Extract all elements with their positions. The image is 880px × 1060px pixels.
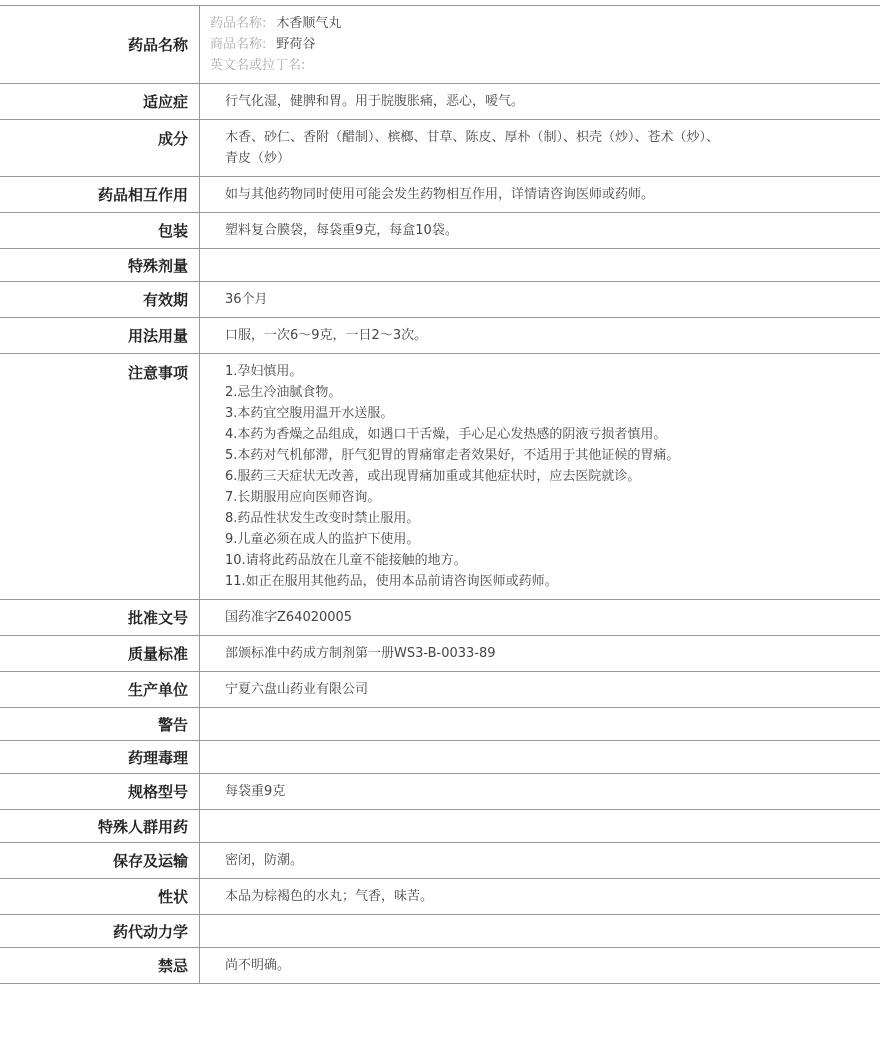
row-label: 性状 bbox=[0, 879, 200, 914]
row-label: 药品相互作用 bbox=[0, 177, 200, 212]
row-value bbox=[200, 249, 880, 281]
latin-name-line bbox=[210, 55, 880, 76]
row-interactions bbox=[0, 177, 880, 213]
row-value bbox=[200, 354, 880, 599]
row-dosage bbox=[0, 318, 880, 354]
row-value bbox=[200, 741, 880, 773]
row-quality-standard bbox=[0, 636, 880, 672]
trade-name-key: 商品名称: bbox=[210, 37, 267, 52]
row-manufacturer bbox=[0, 672, 880, 708]
precaution-item: 1.孕妇慎用。 bbox=[225, 364, 303, 379]
row-precautions bbox=[0, 354, 880, 600]
row-label: 生产单位 bbox=[0, 672, 200, 707]
precaution-item: 8.药品性状发生改变时禁止服用。 bbox=[225, 511, 420, 526]
latin-name-key: 英文名或拉丁名: bbox=[210, 58, 306, 73]
row-label: 药代动力学 bbox=[0, 915, 200, 947]
row-label: 成分 bbox=[0, 120, 200, 176]
row-label: 特殊人群用药 bbox=[0, 810, 200, 842]
row-value bbox=[200, 708, 880, 740]
row-value: 塑料复合膜袋，每袋重9克，每盒10袋。 bbox=[225, 223, 458, 238]
row-label: 适应症 bbox=[0, 84, 200, 119]
row-value: 口服，一次6～9克，一日2～3次。 bbox=[225, 328, 428, 343]
row-value: 本品为棕褐色的水丸；气香，味苦。 bbox=[225, 889, 434, 904]
row-specification bbox=[0, 774, 880, 810]
precaution-item: 4.本药为香燥之品组成，如遇口干舌燥，手心足心发热感的阴液亏损者慎用。 bbox=[225, 427, 667, 442]
row-value bbox=[200, 120, 880, 176]
row-value: 每袋重9克 bbox=[225, 784, 286, 799]
precaution-item: 10.请将此药品放在儿童不能接触的地方。 bbox=[225, 553, 467, 568]
row-label: 规格型号 bbox=[0, 774, 200, 809]
row-value: 行气化湿，健脾和胃。用于脘腹胀痛，恶心，嗳气。 bbox=[225, 94, 525, 109]
precaution-item: 9.儿童必须在成人的监护下使用。 bbox=[225, 532, 420, 547]
row-value: 密闭，防潮。 bbox=[225, 853, 304, 868]
row-packaging bbox=[0, 213, 880, 249]
row-value: 如与其他药物同时使用可能会发生药物相互作用，详情请咨询医师或药师。 bbox=[225, 187, 655, 202]
row-label: 有效期 bbox=[0, 282, 200, 317]
trade-name-value: 野荷谷 bbox=[276, 37, 316, 52]
ingredients-line: 木香、砂仁、香附（醋制）、槟榔、甘草、陈皮、厚朴（制）、枳壳（炒）、苍术（炒）、 bbox=[225, 130, 720, 145]
drug-info-table bbox=[0, 5, 880, 984]
generic-name-key: 药品名称: bbox=[210, 16, 267, 31]
row-value: 36个月 bbox=[225, 292, 268, 307]
row-value bbox=[200, 6, 880, 83]
row-value bbox=[200, 810, 880, 842]
row-label: 批准文号 bbox=[0, 600, 200, 635]
row-pharmacokinetics bbox=[0, 915, 880, 948]
row-value: 尚不明确。 bbox=[225, 958, 291, 973]
row-label: 注意事项 bbox=[0, 354, 200, 599]
row-label: 药品名称 bbox=[0, 6, 200, 83]
row-label: 药理毒理 bbox=[0, 741, 200, 773]
row-label: 特殊剂量 bbox=[0, 249, 200, 281]
row-shelf-life bbox=[0, 282, 880, 318]
row-label: 警告 bbox=[0, 708, 200, 740]
row-storage bbox=[0, 843, 880, 879]
generic-name-value: 木香顺气丸 bbox=[276, 16, 342, 31]
row-label: 保存及运输 bbox=[0, 843, 200, 878]
row-value: 宁夏六盘山药业有限公司 bbox=[225, 682, 369, 697]
row-value: 国药准字Z64020005 bbox=[225, 610, 353, 625]
row-label: 包装 bbox=[0, 213, 200, 248]
row-description bbox=[0, 879, 880, 915]
trade-name-line bbox=[210, 34, 880, 55]
row-value bbox=[200, 915, 880, 947]
precaution-item: 7.长期服用应向医师咨询。 bbox=[225, 490, 381, 505]
precaution-item: 2.忌生冷油腻食物。 bbox=[225, 385, 342, 400]
row-pharmacology bbox=[0, 741, 880, 774]
row-label: 用法用量 bbox=[0, 318, 200, 353]
row-warning bbox=[0, 708, 880, 741]
precaution-item: 5.本药对气机郁滞，肝气犯胃的胃痛窜走者效果好，不适用于其他证候的胃痛。 bbox=[225, 448, 680, 463]
row-drug-name bbox=[0, 6, 880, 84]
precaution-item: 6.服药三天症状无改善，或出现胃痛加重或其他症状时，应去医院就诊。 bbox=[225, 469, 641, 484]
row-approval-number bbox=[0, 600, 880, 636]
generic-name-line bbox=[210, 13, 880, 34]
ingredients-line: 青皮（炒） bbox=[225, 151, 291, 166]
row-label: 禁忌 bbox=[0, 948, 200, 983]
row-label: 质量标准 bbox=[0, 636, 200, 671]
precaution-item: 11.如正在服用其他药品，使用本品前请咨询医师或药师。 bbox=[225, 574, 558, 589]
row-ingredients bbox=[0, 120, 880, 177]
precaution-item: 3.本药宜空腹用温开水送服。 bbox=[225, 406, 394, 421]
row-indications bbox=[0, 84, 880, 120]
row-value: 部颁标准中药成方制剂第一册WS3-B-0033-89 bbox=[225, 646, 496, 661]
row-special-dosage bbox=[0, 249, 880, 282]
row-special-populations bbox=[0, 810, 880, 843]
row-contraindications bbox=[0, 948, 880, 984]
